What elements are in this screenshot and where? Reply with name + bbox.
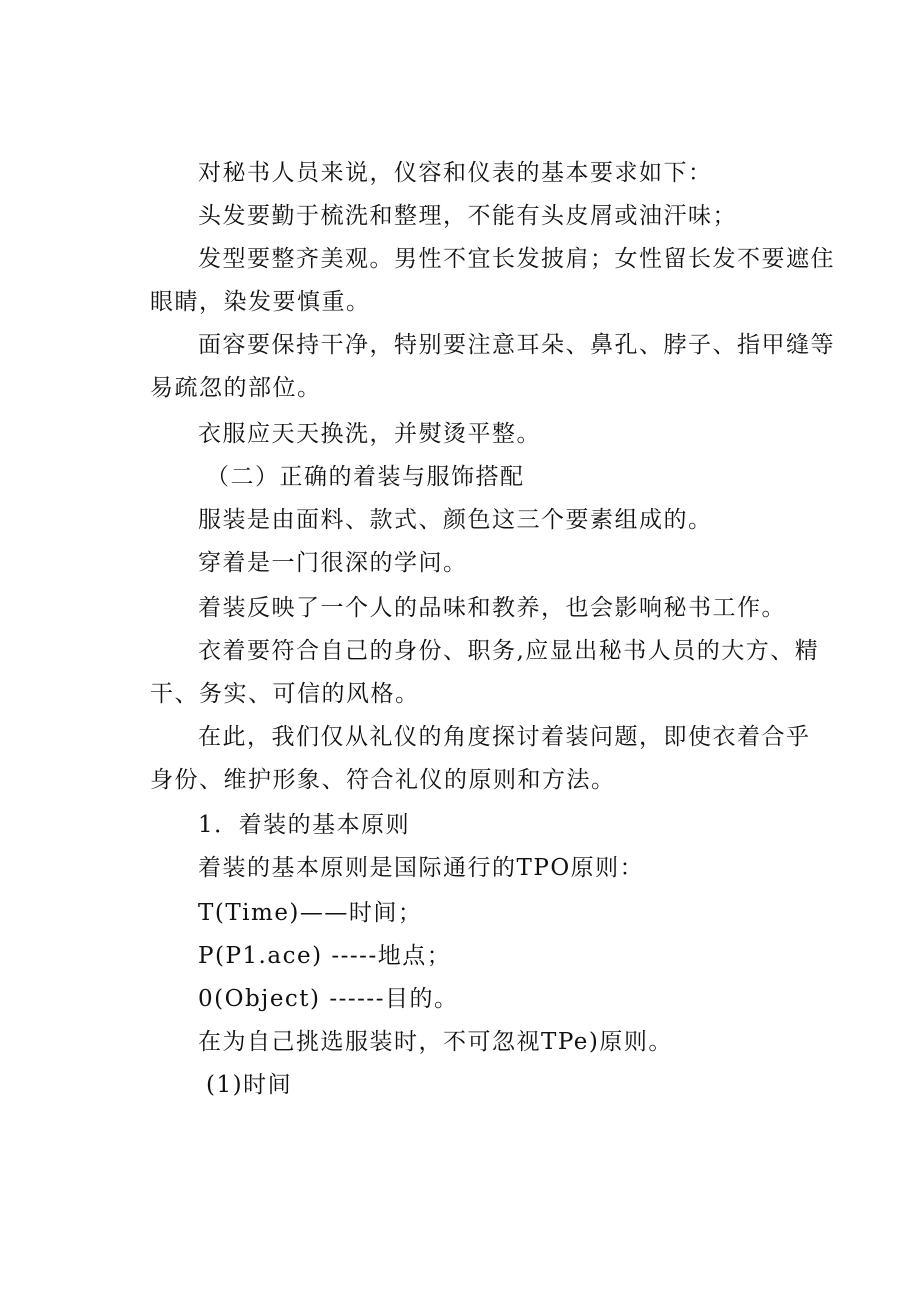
paragraph-line: P(P1.ace) -----地点； — [198, 943, 452, 969]
paragraph-line: 衣服应天天换洗，并熨烫平整。 — [198, 421, 541, 447]
paragraph-line: 着装的基本原则是国际通行的TPO原则： — [198, 855, 645, 881]
section-heading: (1)时间 — [206, 1072, 293, 1098]
paragraph-line: 对秘书人员来说，仪容和仪表的基本要求如下： — [198, 160, 713, 186]
paragraph-line: 0(Object) ------目的。 — [198, 986, 459, 1012]
section-heading: （二）正确的着装与服饰搭配 — [206, 464, 525, 490]
paragraph-line: 身份、维护形象、符合礼仪的原则和方法。 — [150, 767, 616, 793]
paragraph-line: T(Time)——时间； — [198, 900, 423, 926]
section-heading: 1．着装的基本原则 — [198, 812, 411, 838]
paragraph-line: 眼睛，染发要慎重。 — [150, 289, 371, 315]
paragraph-line: 头发要勤于梳洗和整理，不能有头皮屑或油汗味； — [198, 203, 737, 229]
paragraph-line: 发型要整齐美观。男性不宜长发披肩；女性留长发不要遮住 — [198, 246, 835, 272]
paragraph-line: 在为自己挑选服装时，不可忽视TPe)原则。 — [198, 1029, 673, 1055]
paragraph-line: 着装反映了一个人的品味和教养，也会影响秘书工作。 — [198, 595, 786, 621]
paragraph-line: 面容要保持干净，特别要注意耳朵、鼻孔、脖子、指甲缝等 — [198, 332, 835, 358]
paragraph-line: 在此，我们仅从礼仪的角度探讨着装问题，即使衣着合乎 — [198, 724, 811, 750]
paragraph-line: 衣着要符合自己的身份、职务,应显出秘书人员的大方、精 — [198, 638, 820, 664]
paragraph-line: 服装是由面料、款式、颜色这三个要素组成的。 — [198, 507, 713, 533]
paragraph-line: 干、务实、可信的风格。 — [150, 681, 420, 707]
paragraph-line: 穿着是一门很深的学问。 — [198, 550, 468, 576]
paragraph-line: 易疏忽的部位。 — [150, 375, 322, 401]
